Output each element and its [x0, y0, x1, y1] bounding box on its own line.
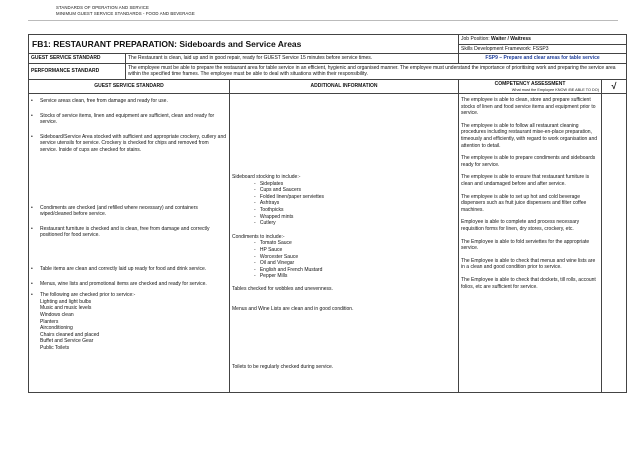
performance-label: PERFORMANCE STANDARD: [29, 63, 126, 79]
assessment-item: The employee is able to set up hot and cold beverage dispensers such as fruit juice dispensers and filter coffee machines.: [461, 193, 587, 213]
checked-item: Windows clean: [40, 311, 74, 318]
standard-text: Table items are clean and correctly laid up ready for food and drink service.: [40, 266, 207, 272]
sideboard-intro: Sideboard stocking to include:-: [232, 174, 301, 181]
assessment-item: The employee is able to prepare condiments and sideboards ready for service.: [461, 155, 596, 168]
list-item: [31, 98, 227, 105]
condiment-item: - Oil and Vinegar: [254, 260, 295, 267]
sideboard-item: - Ashtrays: [254, 200, 280, 207]
list-item: [31, 134, 227, 154]
standard-text: The following are checked prior to service:-: [40, 292, 136, 299]
standard-text: Condiments are checked (and refilled where necessary) and containers wiped/cleaned before service.: [40, 204, 198, 218]
body-row: [29, 94, 627, 393]
checked-item: Chairs cleaned and placed: [40, 331, 100, 338]
sideboard-item: - Sideplates: [254, 180, 284, 187]
list-item: [31, 266, 227, 273]
skills-framework: Skills Development Framework: FSSP3: [459, 44, 627, 54]
condiments-intro: Condiments to include:-: [232, 233, 285, 240]
sideboard-item: - Folded linen/paper serviettes: [254, 193, 325, 200]
job-position-label: Job Position:: [461, 36, 492, 42]
assessment-cell: [459, 94, 602, 393]
condiment-item: - Worcester Sauce: [254, 253, 299, 260]
tick-icon: √: [602, 79, 627, 93]
bullet-icon: •: [31, 133, 33, 140]
assessment-item: The employee is able to ensure that restaurant furniture is clean and undamaged before and after service.: [461, 174, 590, 187]
list-item: [31, 292, 227, 299]
list-item: [31, 281, 227, 288]
guest-service-label: GUEST SERVICE STANDARD: [29, 54, 126, 64]
job-position-value: Waiter / Waitress: [491, 36, 531, 42]
standard-text: Restaurant furniture is checked and is clean, free from damage and correctly positioned for food service.: [40, 225, 210, 239]
standard-text: Menus, wine lists and promotional items are checked and ready for service.: [40, 280, 207, 287]
menus-note: Menus and Wine Lists are clean and in good condition.: [232, 305, 354, 312]
document-title: FB1: RESTAURANT PREPARATION: Sideboards and Service Areas: [29, 35, 459, 54]
sideboard-list: [232, 181, 456, 227]
sideboard-item: - Toothpicks: [254, 207, 284, 214]
assessment-item: The Employee is able to fold serviettes for the appropriate service.: [461, 238, 590, 252]
col-header-assessment-title: COMPETENCY ASSESSMENT: [494, 80, 566, 87]
col-header-standard: GUEST SERVICE STANDARD: [29, 79, 230, 93]
condiments-list: [232, 240, 456, 280]
tables-note: Tables checked for wobbles and unevenness.: [232, 285, 333, 292]
condiment-item: - Tomato Sauce: [254, 240, 292, 247]
sideboard-item: - Cutlery: [254, 220, 276, 227]
standard-text: Sideboard/Service Area stocked with sufficient and appropriate crockery, cutlery and service utensils for service. Crockery is checked for chips and removed from service. Inside of cups are checked for stains.: [40, 133, 227, 154]
standards-cell: [29, 94, 230, 393]
assessment-item: Employee is able to complete and process necessary requisition forms for linen, dry stores, crockery, etc.: [461, 219, 580, 232]
condiment-item: - HP Sauce: [254, 247, 283, 253]
standard-text: Service areas clean, free from damage and ready for use.: [40, 98, 168, 105]
list-item: [31, 226, 227, 239]
col-header-assessment: [459, 79, 602, 93]
standards-table: [28, 34, 627, 393]
tick-cell: [602, 94, 627, 393]
checked-item: Music and music levels: [40, 305, 92, 312]
title-row: [29, 35, 627, 45]
col-header-info: ADDITIONAL INFORMATION: [230, 79, 459, 93]
bullet-icon: •: [31, 112, 33, 119]
performance-row: [29, 63, 627, 79]
guest-service-text: The Restaurant is clean, laid up and in good repair, ready for GUEST Service 15 minutes before service times.: [126, 54, 459, 64]
bullet-icon: •: [31, 225, 33, 232]
checked-items-list: [31, 299, 227, 352]
bullet-icon: •: [31, 98, 33, 105]
document-header: [56, 5, 195, 16]
checked-item: Airconditioning: [40, 325, 73, 332]
bullet-icon: •: [31, 204, 33, 211]
header-divider: [28, 20, 618, 21]
assessment-item: The employee is able to follow all restaurant cleaning procedures including restaurant mise-en-place preparation, timeously and efficiently, with regard to work organisation and attention to detail.: [461, 122, 598, 149]
list-item: [31, 113, 227, 126]
bullet-icon: •: [31, 292, 33, 299]
bullet-icon: •: [31, 266, 33, 272]
toilets-note: Toilets to be regularly checked during service.: [232, 364, 334, 371]
info-cell: [230, 94, 459, 393]
sideboard-item: - Wrapped mints: [254, 213, 294, 220]
checked-item: Buffet and Service Gear: [40, 338, 94, 345]
standard-text: Stocks of service items, linen and equipment are sufficient, clean and ready for service.: [40, 112, 215, 126]
checked-item: Public Toilets: [40, 344, 70, 351]
assessment-item: The employee is able to clean, store and prepare sufficient stocks of linen and food service items and equipment prior to service.: [461, 97, 596, 117]
guest-service-row: [29, 54, 627, 64]
list-item: [31, 205, 227, 218]
job-position: [459, 35, 627, 45]
checked-item: Lighting and light bulbs: [40, 298, 92, 305]
condiment-item: - Pepper Mills: [254, 273, 288, 280]
assessment-item: The Employee is able to check that menus and wine lists are in a clean and good condition prior to service.: [461, 257, 596, 271]
sideboard-item: - Cups and Saucers: [254, 187, 301, 194]
fsp-code: FSP9 – Prepare and clear areas for table service: [459, 54, 627, 64]
checked-item: Planters: [40, 318, 59, 325]
header-line-1: STANDARDS OF OPERATION AND SERVICE: [56, 5, 149, 10]
header-line-2: MINIMUM GUEST SERVICE STANDARDS - FOOD AND BEVERAGE: [56, 10, 195, 16]
condiment-item: - English and French Mustard: [254, 266, 323, 273]
column-headers: [29, 79, 627, 93]
bullet-icon: •: [31, 280, 33, 287]
performance-text: The employee must be able to prepare the restaurant area for table service in an efficient, hygienic and organised manner. The employee must understand the importance of prioritising work and preparing the service area within the specified time frames. The employee must be able to deal with situations within their responsibility.: [126, 63, 627, 79]
assessment-item: The Employee is able to check that dockets, till rolls, account folios, etc are sufficient for service.: [461, 276, 596, 290]
col-header-assessment-sub: What must the Employee KNOW /BE ABLE TO DO): [511, 87, 600, 92]
